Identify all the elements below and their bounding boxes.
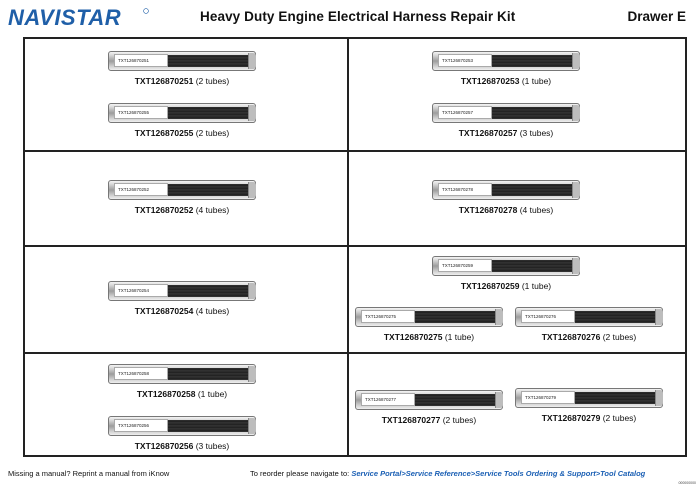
tube-label: TXT126870256 (114, 419, 168, 432)
part-number: TXT126870278 (458, 205, 518, 215)
tube-image (108, 281, 256, 301)
tube-label: TXT126870277 (361, 393, 415, 406)
part-quantity: (4 tubes) (195, 306, 230, 316)
part-item (62, 364, 302, 399)
tube-label: TXT126870259 (438, 259, 492, 272)
row-divider (348, 150, 687, 152)
part-number: TXT126870279 (541, 413, 601, 423)
part-item (469, 307, 700, 342)
row-divider (348, 245, 687, 247)
tube-image (432, 256, 580, 276)
reorder-instructions (250, 469, 645, 478)
tube-label: TXT126870253 (438, 54, 492, 67)
part-number: TXT126870251 (134, 76, 194, 86)
row-divider (25, 245, 348, 247)
part-number: TXT126870253 (460, 76, 520, 86)
tube-image (515, 307, 663, 327)
row-divider (25, 352, 348, 354)
tube-label: TXT126870252 (114, 183, 168, 196)
part-item (62, 103, 302, 138)
part-item (469, 388, 700, 423)
part-number: TXT126870257 (458, 128, 518, 138)
part-item (62, 281, 302, 316)
tube-label: TXT126870275 (361, 310, 415, 323)
tube-image (515, 388, 663, 408)
tube-image (108, 364, 256, 384)
tube-label: TXT126870279 (521, 391, 575, 404)
tube-image (432, 103, 580, 123)
part-item (386, 256, 626, 291)
part-quantity: (2 tubes) (602, 413, 637, 423)
svg-text:NAVISTAR: NAVISTAR (8, 6, 122, 28)
part-quantity: (1 tube) (521, 281, 552, 291)
part-item (386, 103, 626, 138)
tube-image (108, 180, 256, 200)
part-item (62, 416, 302, 451)
tube-image (108, 416, 256, 436)
part-number: TXT126870252 (134, 205, 194, 215)
tube-label: TXT126870255 (114, 106, 168, 119)
part-quantity: (4 tubes) (519, 205, 554, 215)
tube-label: TXT126870278 (438, 183, 492, 196)
part-quantity: (2 tubes) (602, 332, 637, 342)
page-title: Heavy Duty Engine Electrical Harness Repair Kit (200, 9, 516, 24)
part-quantity: (1 tube) (197, 389, 228, 399)
part-number: TXT126870259 (460, 281, 520, 291)
tube-label: TXT126870257 (438, 106, 492, 119)
tube-image (432, 180, 580, 200)
part-item (62, 180, 302, 215)
part-number: TXT126870277 (381, 415, 441, 425)
part-number: TXT126870254 (134, 306, 194, 316)
part-number: TXT126870258 (136, 389, 196, 399)
part-quantity: (1 tube) (521, 76, 552, 86)
part-quantity: (3 tubes) (195, 441, 230, 451)
part-item (62, 51, 302, 86)
tube-image (432, 51, 580, 71)
part-item (386, 51, 626, 86)
reorder-path-link[interactable]: Service Portal>Service Reference>Service Tools Ordering & Support>Tool Catalog (351, 469, 646, 478)
tube-label: TXT126870254 (114, 284, 168, 297)
document-code: 000000000 (678, 481, 696, 485)
tube-label: TXT126870258 (114, 367, 168, 380)
tube-image (108, 51, 256, 71)
tube-label: TXT126870251 (114, 54, 168, 67)
part-number: TXT126870255 (134, 128, 194, 138)
reorder-prefix: To reorder please navigate to: (250, 469, 350, 478)
part-quantity: (4 tubes) (195, 205, 230, 215)
part-quantity: (1 tube) (444, 332, 475, 342)
part-quantity: (2 tubes) (195, 76, 230, 86)
part-quantity: (2 tubes) (195, 128, 230, 138)
drawer-label: Drawer E (627, 9, 686, 24)
part-quantity: (2 tubes) (442, 415, 477, 425)
row-divider (25, 150, 348, 152)
row-divider (348, 352, 687, 354)
part-number: TXT126870276 (541, 332, 601, 342)
navistar-logo (8, 6, 150, 28)
page-header (0, 0, 700, 36)
part-quantity: (3 tubes) (519, 128, 554, 138)
tube-image (108, 103, 256, 123)
part-item (386, 180, 626, 215)
part-number: TXT126870275 (383, 332, 443, 342)
manual-reprint-note: Missing a manual? Reprint a manual from iKnow (8, 469, 170, 478)
part-number: TXT126870256 (134, 441, 194, 451)
tube-label: TXT126870276 (521, 310, 575, 323)
